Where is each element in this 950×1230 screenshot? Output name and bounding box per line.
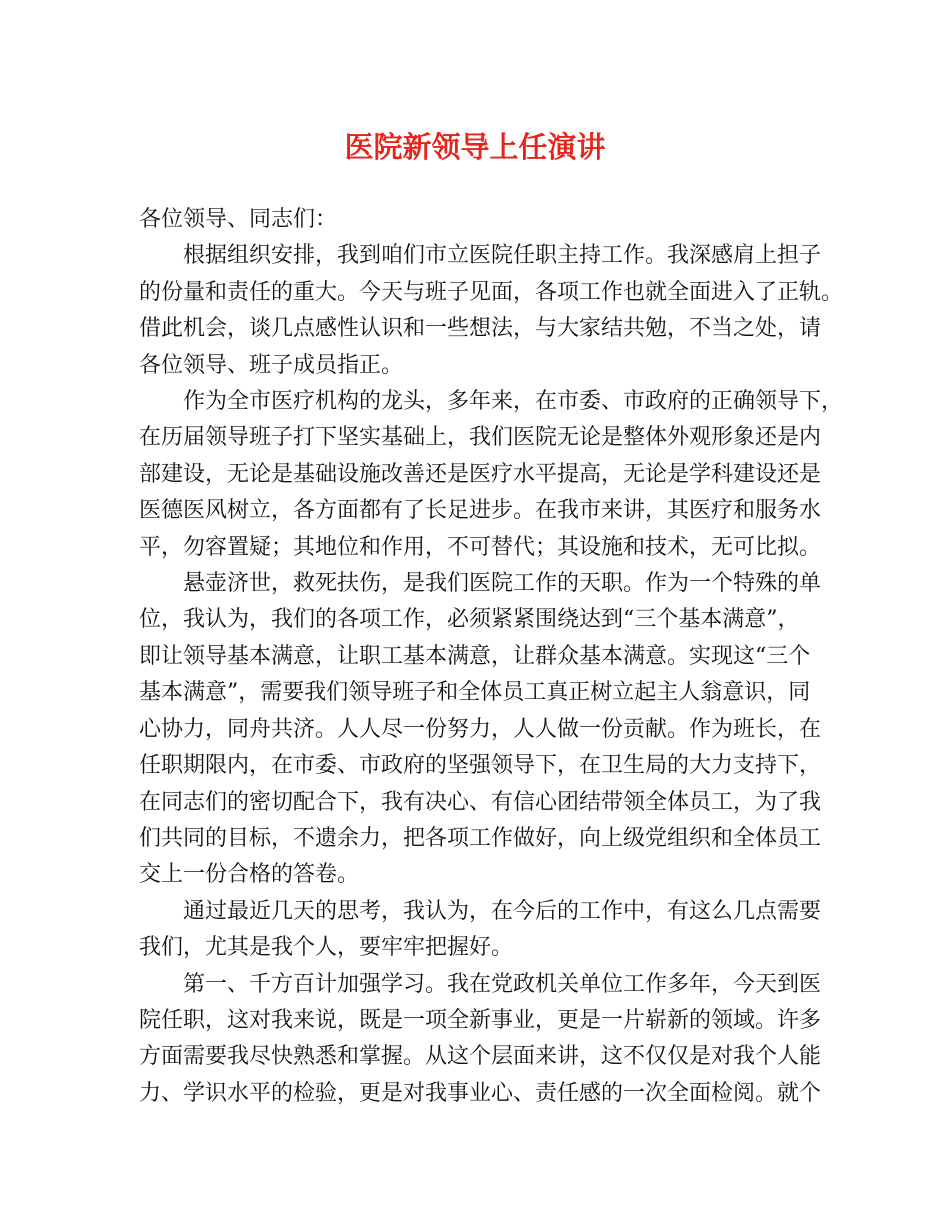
text-line: 第一、千方百计加强学习。我在党政机关单位工作多年，今天到医 [139, 971, 822, 997]
text-line: 方面需要我尽快熟悉和掌握。从这个层面来讲，这不仅仅是对我个人能 [139, 1044, 822, 1070]
text-line: 院任职，这对我来说，既是一项全新事业，更是一片崭新的领域。许多 [139, 1007, 822, 1033]
text-line: 通过最近几天的思考，我认为，在今后的工作中，有这么几点需要 [139, 898, 822, 924]
text-line: 力、学识水平的检验，更是对我事业心、责任感的一次全面检阅。就个 [139, 1080, 822, 1106]
text-line: 各位领导、同志们： [139, 207, 338, 232]
text-line: 心协力，同舟共济。人人尽一份努力，人人做一份贡献。作为班长，在 [139, 716, 822, 742]
text-line: 交上一份合格的答卷。 [139, 862, 360, 888]
text-line: 作为全市医疗机构的龙头，多年来，在市委、市政府的正确领导下， [139, 389, 844, 415]
text-line: 借此机会，谈几点感性认识和一些想法，与大家结共勉，不当之处，请 [139, 316, 822, 342]
text-line: 平，勿容置疑；其地位和作用，不可替代；其设施和技术，无可比拟。 [139, 534, 822, 560]
text-line: 在历届领导班子打下坚实基础上，我们医院无论是整体外观形象还是内 [139, 425, 822, 451]
text-line: 即让领导基本满意，让职工基本满意，让群众基本满意。实现这“三个 [139, 643, 811, 669]
text-line: 在同志们的密切配合下，我有决心、有信心团结带领全体员工，为了我 [139, 789, 822, 815]
text-line: 医德医风树立，各方面都有了长足进步。在我市来讲，其医疗和服务水 [139, 498, 822, 524]
text-line: 基本满意”，需要我们领导班子和全体员工真正树立起主人翁意识，同 [139, 680, 811, 706]
document-body [139, 202, 844, 1112]
text-line: 部建设，无论是基础设施改善还是医疗水平提高，无论是学科建设还是 [139, 461, 822, 487]
text-line: 任职期限内，在市委、市政府的坚强领导下，在卫生局的大力支持下， [139, 753, 822, 779]
text-line: 悬壶济世，救死扶伤，是我们医院工作的天职。作为一个特殊的单 [139, 571, 822, 597]
text-line: 位，我认为，我们的各项工作，必须紧紧围绕达到“三个基本满意”， [139, 607, 800, 633]
text-line: 的份量和责任的重大。今天与班子见面，各项工作也就全面进入了正轨。 [139, 279, 844, 305]
text-line: 根据组织安排，我到咱们市立医院任职主持工作。我深感肩上担子 [139, 243, 822, 269]
text-line: 我们，尤其是我个人，要牢牢把握好。 [139, 935, 514, 961]
document-title: 医院新领导上任演讲 [344, 130, 606, 164]
text-line: 们共同的目标，不遗余力，把各项工作做好，向上级党组织和全体员工 [139, 825, 822, 851]
text-line: 各位领导、班子成员指正。 [139, 352, 404, 378]
